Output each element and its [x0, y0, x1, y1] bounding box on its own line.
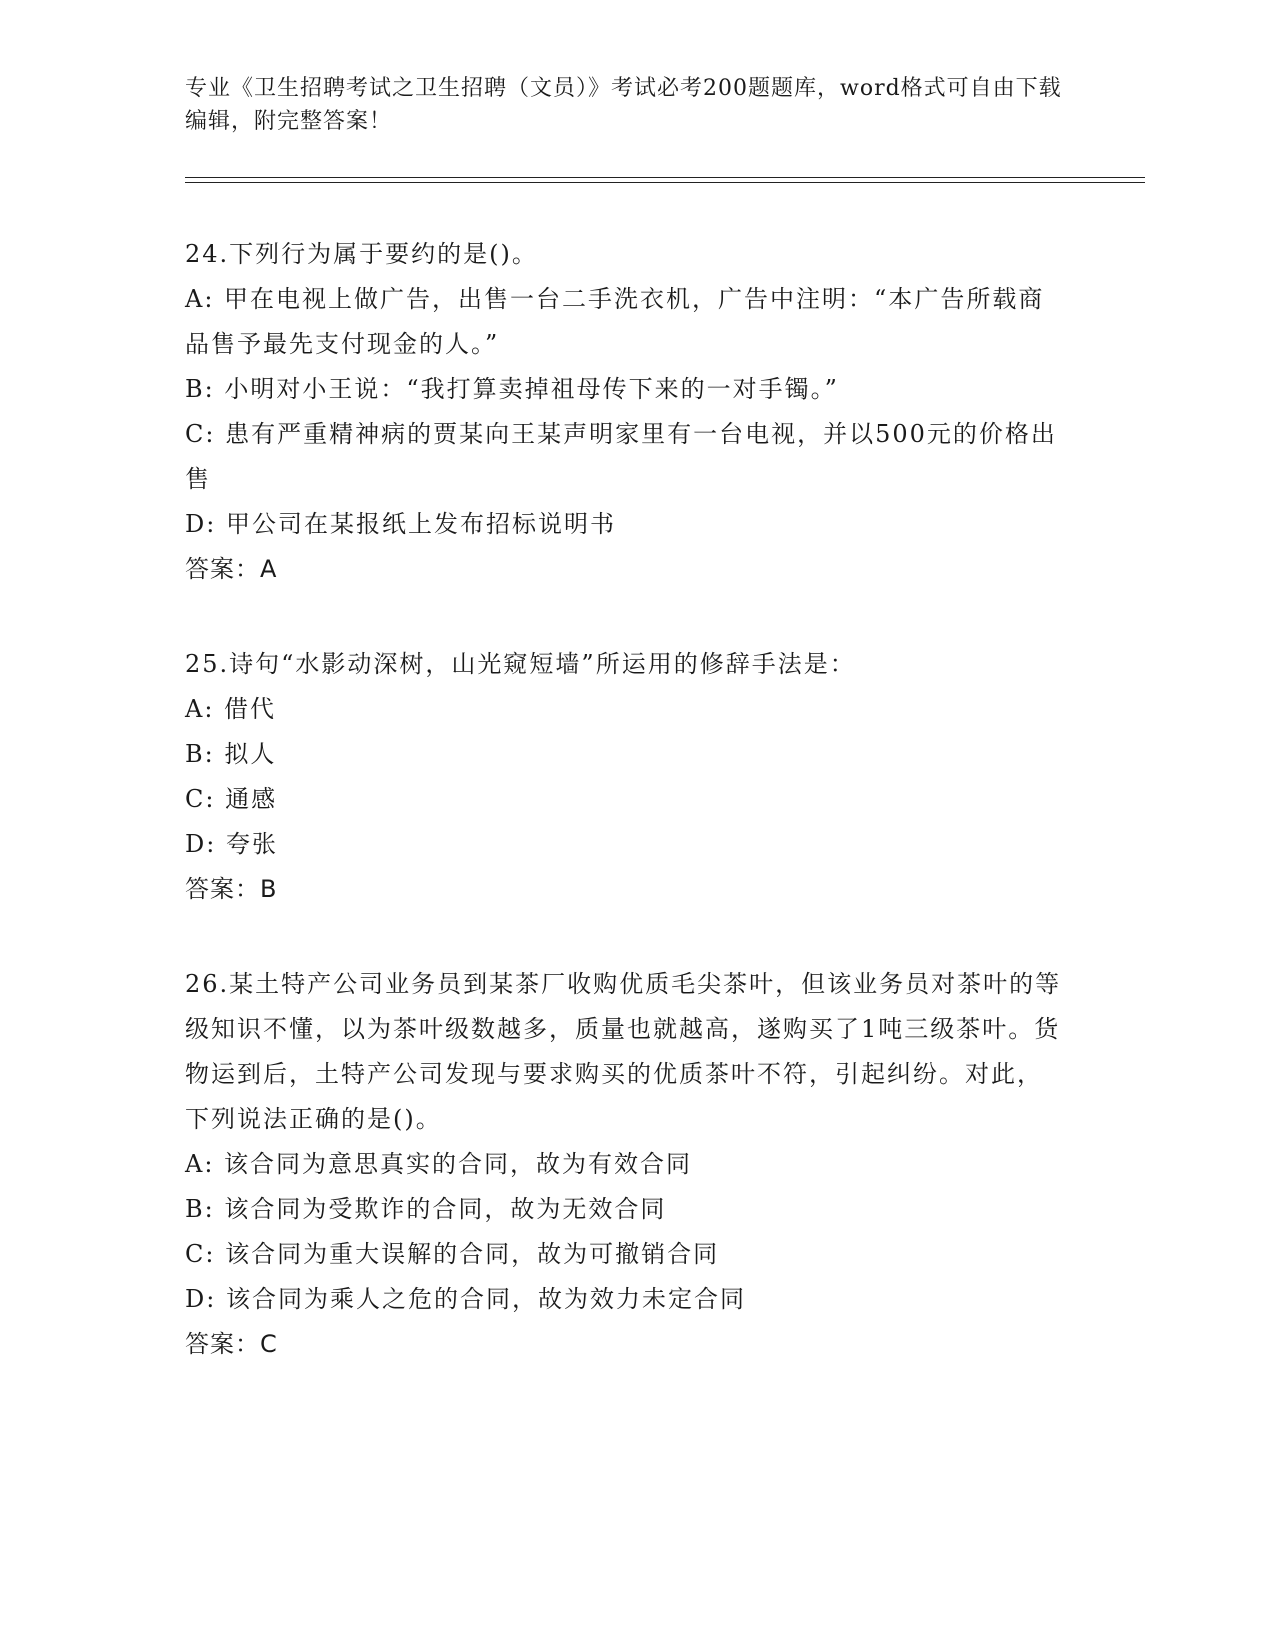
question-24	[185, 232, 1065, 592]
answer: 答案：A	[185, 555, 278, 583]
option-a: A: 甲在电视上做广告，出售一台二手洗衣机，广告中注明：“本广告所载商品售予最先支付现金的人。”	[185, 285, 1045, 358]
answer: 答案：B	[185, 875, 278, 903]
option-a: A: 该合同为意思真实的合同，故为有效合同	[185, 1150, 693, 1178]
option-b: B: 该合同为受欺诈的合同，故为无效合同	[185, 1195, 667, 1223]
option-c: C: 患有严重精神病的贾某向王某声明家里有一台电视，并以500元的价格出售	[185, 420, 1057, 493]
option-d: D: 甲公司在某报纸上发布招标说明书	[185, 510, 616, 538]
option-a: A: 借代	[185, 695, 277, 723]
option-c: C: 该合同为重大误解的合同，故为可撤销合同	[185, 1240, 720, 1268]
question-26	[185, 962, 1065, 1367]
option-c: C: 通感	[185, 785, 278, 813]
option-d: D: 该合同为乘人之危的合同，故为效力未定合同	[185, 1285, 746, 1313]
question-stem: 24.下列行为属于要约的是()。	[185, 240, 538, 268]
header-divider-top	[185, 177, 1145, 178]
header-divider-bottom	[185, 182, 1145, 183]
option-b: B: 拟人	[185, 740, 277, 768]
question-25	[185, 642, 1065, 912]
question-stem: 25.诗句“水影动深树，山光窥短墙”所运用的修辞手法是：	[185, 650, 856, 678]
option-b: B: 小明对小王说：“我打算卖掉祖母传下来的一对手镯。”	[185, 375, 839, 403]
option-d: D: 夸张	[185, 830, 278, 858]
question-stem: 26.某土特产公司业务员到某茶厂收购优质毛尖茶叶，但该业务员对茶叶的等级知识不懂，以为茶叶级数越多，质量也就越高，遂购买了1吨三级茶叶。货物运到后，土特产公司发现与要求购买的优质茶叶不符，引起纠纷。对此，下列说法正确的是()。	[185, 970, 1062, 1133]
answer: 答案：C	[185, 1330, 278, 1358]
document-header: 专业《卫生招聘考试之卫生招聘（文员）》考试必考200题题库，word格式可自由下载编辑，附完整答案！	[185, 76, 1062, 134]
